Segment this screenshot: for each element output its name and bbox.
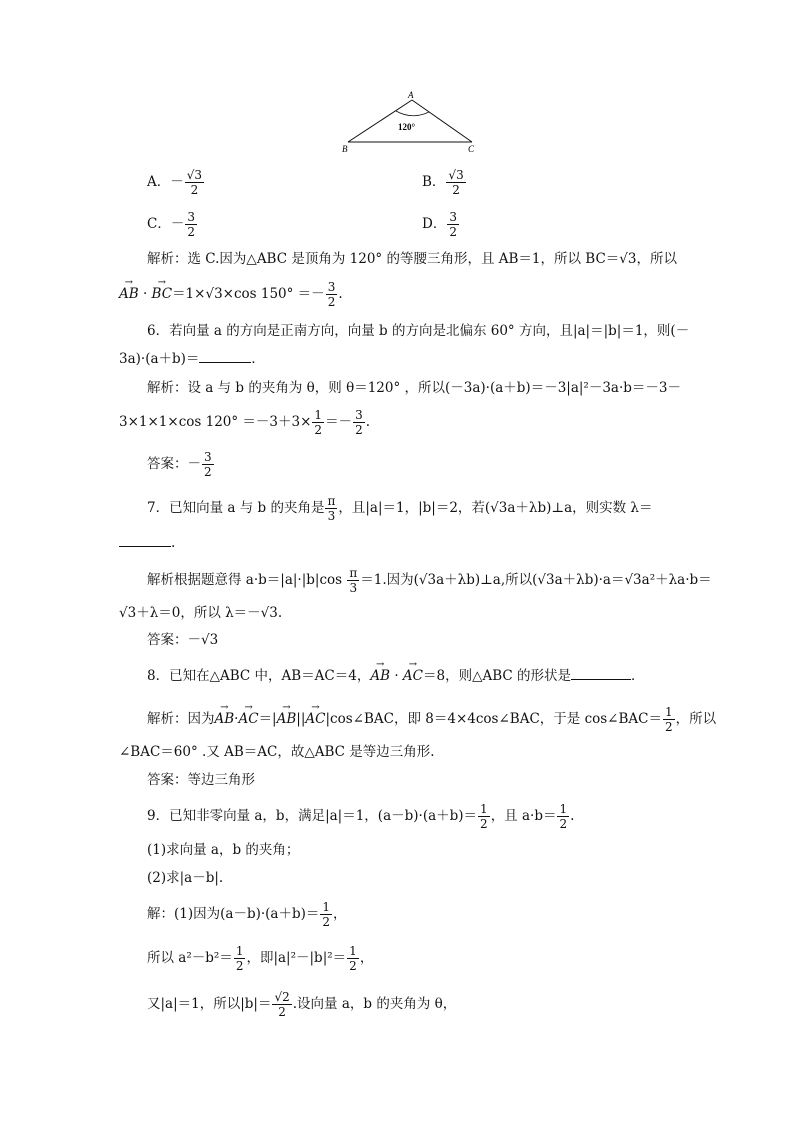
q6-analysis-mid: ＝－ bbox=[325, 414, 353, 430]
q7-analysis-line-1 bbox=[147, 566, 712, 595]
q9-sol2-frac1-num: 1 bbox=[235, 944, 244, 958]
q9-question-text-b: ，且 a·b＝ bbox=[490, 808, 557, 824]
q6-frac2-den: 2 bbox=[355, 423, 363, 437]
option-b bbox=[422, 168, 467, 197]
option-b-num: √3 bbox=[448, 168, 464, 182]
option-a-den: 2 bbox=[190, 183, 199, 197]
q9-frac1-num: 1 bbox=[480, 802, 488, 816]
q9-frac2-num: 1 bbox=[559, 802, 568, 816]
q9-question-text-c: . bbox=[570, 808, 575, 824]
q7-analysis-line-2: √3＋λ＝0，所以 λ＝－√3. bbox=[119, 605, 283, 621]
q5-frac-num: 3 bbox=[327, 280, 336, 294]
answer-blank bbox=[199, 350, 251, 363]
q9-solution2-fraction-2 bbox=[347, 944, 359, 973]
q5-frac-den: 2 bbox=[327, 295, 336, 309]
q9-solution-text-b: ， bbox=[333, 906, 347, 922]
q7-answer: 答案：－√3 bbox=[147, 632, 219, 648]
q7-frac-den: 3 bbox=[327, 509, 336, 523]
q9-solution-line-1 bbox=[147, 900, 347, 929]
vector-ab-magnitude: → AB bbox=[277, 705, 297, 733]
vertex-a-label: A bbox=[408, 90, 414, 100]
q9-solution2-text-a: 所以 a²－b²＝ bbox=[147, 950, 233, 966]
q9-sol2-frac2-den: 2 bbox=[349, 959, 357, 973]
q8-analysis-text-c: || bbox=[296, 711, 306, 727]
q8-answer: 答案：等边三角形 bbox=[147, 772, 255, 788]
q9-frac1-den: 2 bbox=[480, 817, 488, 831]
q9-frac2-den: 2 bbox=[559, 817, 568, 831]
q7-question-line-2: . bbox=[119, 533, 175, 553]
q6-fraction-1 bbox=[312, 408, 324, 437]
q6-answer bbox=[147, 450, 215, 479]
q6-question-line-2: 3a)·(a＋b)＝ ． bbox=[119, 351, 265, 367]
option-a-label: A．－ bbox=[147, 174, 184, 190]
option-b-label: B． bbox=[422, 174, 446, 190]
q6-answer-num: 3 bbox=[204, 450, 212, 464]
vector-ab: → AB bbox=[370, 666, 390, 686]
option-c bbox=[147, 210, 198, 239]
option-d-num: 3 bbox=[449, 210, 457, 224]
q9-solution2-text-b: ，即|a|²－|b|²＝ bbox=[246, 950, 347, 966]
q8-question: 8．已知在△ABC 中，AB＝AC＝4，→ AB · → AC＝8，则△ABC 的形状是 ． bbox=[147, 666, 645, 686]
q9-question-text-a: 9．已知非零向量 a，b，满足|a|＝1，(a－b)·(a＋b)＝ bbox=[147, 808, 478, 824]
q6-question-line-1: 6．若向量 a 的方向是正南方向，向量 b 的方向是北偏东 60° 方向，且|a|＝|b|＝1，则(－ bbox=[147, 323, 690, 339]
q6-analysis-text: 3×1×1×cos 120° ＝－3＋3× bbox=[119, 414, 312, 430]
vector-ab: → AB bbox=[215, 705, 235, 733]
answer-blank bbox=[571, 667, 631, 680]
vertex-c-label: C bbox=[468, 144, 475, 154]
q9-subquestion-2: (2)求|a－b|. bbox=[147, 870, 224, 886]
option-c-den: 2 bbox=[187, 225, 195, 239]
dot: · bbox=[138, 286, 152, 302]
q8-frac-num: 1 bbox=[665, 705, 673, 719]
q9-fraction-2 bbox=[557, 802, 569, 831]
q6-answer-fraction bbox=[202, 450, 214, 479]
option-a-fraction bbox=[185, 168, 204, 197]
q9-question bbox=[147, 802, 574, 831]
angle-label: 120° bbox=[398, 122, 416, 132]
q6-fraction-2 bbox=[353, 408, 365, 437]
q8-analysis-text-d: |cos∠BAC，即 8＝4×4cos∠BAC，于是 cos∠BAC＝ bbox=[325, 711, 662, 727]
option-c-num: 3 bbox=[187, 210, 195, 224]
q8-analysis-text-e: ，所以 bbox=[675, 711, 717, 727]
q7-analysis-fraction bbox=[347, 566, 359, 595]
q9-solution3-text-b: .设向量 a，b 的夹角为 θ， bbox=[292, 996, 457, 1012]
q6-question-text: 3a)·(a＋b)＝ bbox=[119, 351, 200, 367]
q8-analysis-line-1 bbox=[147, 705, 716, 734]
vector-ac-magnitude: → AC bbox=[305, 705, 325, 733]
q9-solution2-fraction-1 bbox=[234, 944, 246, 973]
q7-question-text-b: ，且|a|＝1，|b|＝2，若(√3a＋λb)⊥a，则实数 λ＝ bbox=[338, 500, 653, 516]
q5-fraction bbox=[326, 280, 338, 309]
q9-solution-text-a: 解：(1)因为(a－b)·(a＋b)＝ bbox=[147, 906, 320, 922]
angle-arc bbox=[396, 111, 429, 116]
q9-sol3-frac-num: √2 bbox=[274, 990, 290, 1004]
q9-subquestion-1: (1)求向量 a，b 的夹角； bbox=[147, 842, 300, 858]
q9-solution-fraction bbox=[320, 900, 332, 929]
q7-fraction bbox=[325, 494, 337, 523]
q9-solution3-text-a: 又|a|＝1，所以|b|＝ bbox=[147, 996, 272, 1012]
q7-question-line-1 bbox=[147, 494, 652, 523]
option-c-fraction bbox=[185, 210, 197, 239]
vertex-b-label: B bbox=[342, 144, 348, 154]
option-d-fraction bbox=[447, 210, 459, 239]
q6-answer-den: 2 bbox=[204, 465, 212, 479]
q7-frac-num: π bbox=[327, 494, 336, 508]
q5-analysis-line-1: 解析：选 C.因为△ABC 是顶角为 120° 的等腰三角形，且 AB＝1，所以 BC＝√3，所以 bbox=[147, 251, 677, 267]
q8-question-text-b: ＝8，则△ABC 的形状是 bbox=[423, 668, 572, 684]
option-a bbox=[147, 168, 205, 197]
vector-ac: → AC bbox=[238, 705, 258, 733]
answer-blank bbox=[119, 534, 171, 547]
q9-sol3-frac-den: 2 bbox=[278, 1005, 286, 1019]
q8-analysis-text-b: ＝| bbox=[258, 711, 277, 727]
q9-sol-frac-num: 1 bbox=[322, 900, 331, 914]
triangle-figure bbox=[338, 88, 488, 156]
q7-analysis-text-a: 解析根据题意得 a·b＝|a|·|b|cos bbox=[147, 572, 347, 588]
option-c-label: C．－ bbox=[147, 216, 185, 232]
option-d-label: D． bbox=[422, 216, 447, 232]
q9-solution-line-3 bbox=[147, 990, 456, 1019]
vector-bc: → BC bbox=[152, 280, 173, 308]
q5-equation: ＝1×√3×cos 150° ＝－ bbox=[172, 286, 325, 302]
q6-frac1-den: 2 bbox=[314, 423, 323, 437]
vector-ab: → AB bbox=[119, 280, 139, 308]
side-ab bbox=[348, 100, 412, 142]
dot: · bbox=[390, 668, 403, 684]
q8-analysis-line-2: ∠BAC＝60° .又 AB＝AC，故△ABC 是等边三角形. bbox=[119, 744, 435, 760]
q9-fraction-1 bbox=[478, 802, 490, 831]
option-b-fraction bbox=[446, 168, 465, 197]
q7-question-text-a: 7．已知向量 a 与 b 的夹角是 bbox=[147, 500, 325, 516]
q6-frac2-num: 3 bbox=[355, 408, 363, 422]
q9-solution-line-2 bbox=[147, 944, 373, 973]
q7-analysis-frac-num: π bbox=[349, 566, 358, 580]
q7-analysis-frac-den: 3 bbox=[349, 581, 358, 595]
q9-solution3-fraction bbox=[272, 990, 291, 1019]
q6-analysis-line-2: 3×1×1×cos 120° ＝－3＋3× $\frac{1}{2}$ ＝－ $\frac{3}{2}$ . bbox=[119, 408, 370, 437]
q5-analysis-line-2: → AB · → BC＝1×√3×cos 150° ＝－ $\frac{3}{2}$ . bbox=[119, 280, 343, 309]
option-a-num: √3 bbox=[186, 168, 203, 182]
q6-answer-label: 答案：－ bbox=[147, 456, 201, 472]
q6-analysis-line-1: 解析：设 a 与 b 的夹角为 θ，则 θ＝120° ，所以(－3a)·(a＋b)＝－3|a|²－3a·b＝－3－ bbox=[147, 380, 681, 396]
q8-analysis-text-a: 解析：因为 bbox=[147, 711, 215, 727]
q7-analysis-text-b: ＝1.因为(√3a＋λb)⊥a,所以(√3a＋λb)·a＝√3a²＋λa·b＝ bbox=[360, 572, 712, 588]
q6-frac1-num: 1 bbox=[314, 408, 323, 422]
q9-sol2-frac1-den: 2 bbox=[235, 959, 244, 973]
vector-ac: → AC bbox=[403, 666, 423, 686]
q8-question-text-a: 8．已知在△ABC 中，AB＝AC＝4， bbox=[147, 668, 371, 684]
side-ac bbox=[412, 100, 472, 142]
option-b-den: 2 bbox=[452, 183, 460, 197]
dot: · bbox=[234, 711, 239, 727]
option-d-den: 2 bbox=[449, 225, 457, 239]
option-d bbox=[422, 210, 460, 239]
q9-sol2-frac2-num: 1 bbox=[349, 944, 357, 958]
q8-frac-den: 2 bbox=[665, 720, 673, 734]
q9-solution2-text-c: ， bbox=[359, 950, 374, 966]
q9-sol-frac-den: 2 bbox=[322, 915, 331, 929]
q8-fraction bbox=[663, 705, 675, 734]
